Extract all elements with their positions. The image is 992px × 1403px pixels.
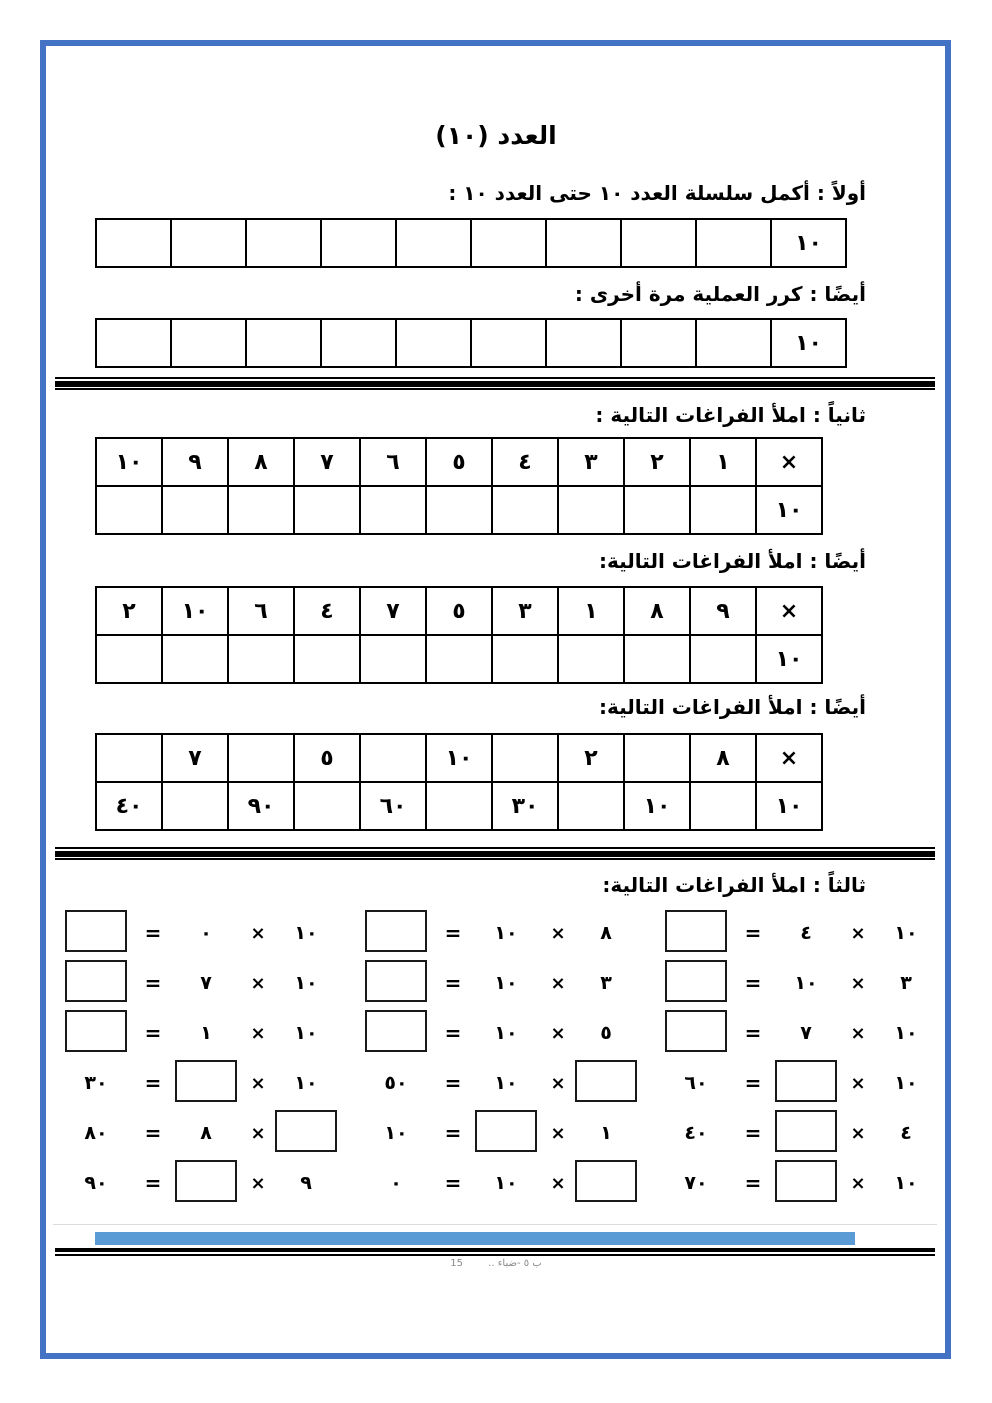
- blank-cell[interactable]: [321, 319, 396, 367]
- equals-sign: =: [744, 1121, 762, 1145]
- equation-row: [362, 1108, 632, 1158]
- number-sequence-row-2: [95, 318, 847, 368]
- blank-cell[interactable]: [96, 219, 171, 267]
- f1-value: ١٠: [294, 972, 318, 994]
- blank-cell[interactable]: [246, 219, 321, 267]
- times-sign: ×: [850, 972, 866, 994]
- filled-cell: ×: [756, 438, 822, 486]
- filled-cell: ٩: [690, 587, 756, 635]
- equals-sign: =: [444, 971, 462, 995]
- blank-cell[interactable]: [624, 635, 690, 683]
- answer-box[interactable]: [475, 1110, 537, 1152]
- instruction-repeat: أيضًا : كرر العملية مرة أخرى :: [574, 282, 866, 306]
- answer-box[interactable]: [65, 1010, 127, 1052]
- equation-row: [662, 1108, 932, 1158]
- blank-cell[interactable]: [546, 219, 621, 267]
- equation-row: [62, 958, 332, 1008]
- blank-cell[interactable]: [492, 734, 558, 782]
- blank-cell[interactable]: [360, 486, 426, 534]
- filled-cell: ١٠: [756, 486, 822, 534]
- footer: [48, 1258, 944, 1269]
- blank-cell[interactable]: [96, 319, 171, 367]
- filled-cell: ٦: [360, 438, 426, 486]
- f1-value: ٤: [900, 1122, 912, 1144]
- number-sequence-row-1: [95, 218, 847, 268]
- blank-cell[interactable]: [321, 219, 396, 267]
- table-row: [96, 486, 822, 534]
- times-sign: ×: [550, 922, 566, 944]
- answer-box[interactable]: [665, 910, 727, 952]
- answer-box[interactable]: [575, 1160, 637, 1202]
- blank-cell[interactable]: [696, 319, 771, 367]
- blank-cell[interactable]: [624, 486, 690, 534]
- equation-row: [62, 1008, 332, 1058]
- equals-sign: =: [444, 1121, 462, 1145]
- filled-cell: ٨: [690, 734, 756, 782]
- answer-box[interactable]: [665, 960, 727, 1002]
- answer-box[interactable]: [365, 1010, 427, 1052]
- filled-cell: ١٠: [426, 734, 492, 782]
- equation-row: [662, 958, 932, 1008]
- filled-cell: ٦: [228, 587, 294, 635]
- f1-value: ١٠: [894, 1022, 918, 1044]
- blank-cell[interactable]: [396, 319, 471, 367]
- answer-box[interactable]: [65, 910, 127, 952]
- res-value: ١٠: [384, 1122, 408, 1144]
- filled-cell: ٨: [624, 587, 690, 635]
- filled-cell: ٤: [492, 438, 558, 486]
- filled-cell: ٤٠: [96, 782, 162, 830]
- filled-cell: ٢: [558, 734, 624, 782]
- filled-cell: ×: [756, 587, 822, 635]
- times-sign: ×: [850, 1172, 866, 1194]
- f2-slot: [775, 1160, 837, 1206]
- f2-slot: [175, 1160, 237, 1206]
- equals-sign: =: [444, 1071, 462, 1095]
- equation-row: [662, 1058, 932, 1108]
- blank-cell[interactable]: [696, 219, 771, 267]
- blank-cell[interactable]: [228, 486, 294, 534]
- equation-row: [362, 908, 632, 958]
- answer-box[interactable]: [775, 1110, 837, 1152]
- answer-box[interactable]: [175, 1160, 237, 1202]
- table-row: [96, 319, 846, 367]
- answer-box[interactable]: [175, 1060, 237, 1102]
- blank-cell[interactable]: [690, 782, 756, 830]
- section-divider-1: [55, 377, 935, 390]
- filled-cell: ٧: [294, 438, 360, 486]
- blank-cell[interactable]: [690, 486, 756, 534]
- times-sign: ×: [250, 1122, 266, 1144]
- times-sign: ×: [850, 1122, 866, 1144]
- res-slot: [65, 1010, 127, 1056]
- equation-row: [362, 1058, 632, 1108]
- res-value: ٤٠: [684, 1122, 708, 1144]
- res-slot: [65, 960, 127, 1006]
- f2-value: ١٠: [494, 1172, 518, 1194]
- equals-sign: =: [744, 921, 762, 945]
- multiplication-table-1: [95, 437, 823, 535]
- table-row: [96, 782, 822, 830]
- answer-box[interactable]: [365, 960, 427, 1002]
- f2-value: ١٠: [494, 1072, 518, 1094]
- equals-sign: =: [744, 1021, 762, 1045]
- filled-cell: ٤: [294, 587, 360, 635]
- f2-value: ١: [200, 1022, 212, 1044]
- equation-row: [662, 1008, 932, 1058]
- page-number: 15: [450, 1258, 463, 1269]
- filled-cell: ١٠: [771, 219, 846, 267]
- f2-value: ١٠: [494, 1022, 518, 1044]
- f1-value: ٣: [900, 972, 912, 994]
- times-sign: ×: [550, 972, 566, 994]
- blank-cell[interactable]: [96, 486, 162, 534]
- equals-sign: =: [444, 1171, 462, 1195]
- filled-cell: ٢: [96, 587, 162, 635]
- equals-sign: =: [744, 1071, 762, 1095]
- blank-cell[interactable]: [426, 635, 492, 683]
- heading-third: ثالثاً : املأ الفراغات التالية:: [602, 873, 866, 897]
- f1-value: ١٠: [294, 1072, 318, 1094]
- res-value: ٣٠: [84, 1072, 108, 1094]
- res-value: ٥٠: [384, 1072, 408, 1094]
- multiplication-table-2: [95, 586, 823, 684]
- f2-value: ٧: [200, 972, 212, 994]
- f2-value: ١٠: [794, 972, 818, 994]
- filled-cell: ١: [690, 438, 756, 486]
- answer-box[interactable]: [575, 1060, 637, 1102]
- blank-cell[interactable]: [96, 734, 162, 782]
- f2-slot: [775, 1060, 837, 1106]
- f2-value: ١٠: [494, 972, 518, 994]
- equation-row: [662, 908, 932, 958]
- heading-also-2: أيضًا : املأ الفراغات التالية:: [598, 695, 866, 719]
- res-slot: [665, 960, 727, 1006]
- filled-cell: ٥: [426, 587, 492, 635]
- equation-row: [62, 1108, 332, 1158]
- filled-cell: ١٠: [756, 635, 822, 683]
- f2-slot: [175, 1060, 237, 1106]
- f1-value: ١: [600, 1122, 612, 1144]
- f1-value: ٩: [300, 1172, 312, 1194]
- footer-blue-bar: [95, 1232, 855, 1245]
- equals-sign: =: [444, 921, 462, 945]
- blank-cell[interactable]: [162, 635, 228, 683]
- blank-cell[interactable]: [246, 319, 321, 367]
- filled-cell: ١٠: [96, 438, 162, 486]
- f1-value: ١٠: [894, 1172, 918, 1194]
- blank-cell[interactable]: [621, 319, 696, 367]
- filled-cell: ×: [756, 734, 822, 782]
- equation-row: [662, 1158, 932, 1208]
- res-slot: [365, 910, 427, 956]
- blank-cell[interactable]: [558, 782, 624, 830]
- table-row: [96, 734, 822, 782]
- blank-cell[interactable]: [360, 734, 426, 782]
- times-sign: ×: [550, 1122, 566, 1144]
- f2-value: ٤: [800, 922, 812, 944]
- equation-row: [362, 1008, 632, 1058]
- blank-cell[interactable]: [624, 734, 690, 782]
- table-row: [96, 438, 822, 486]
- filled-cell: ١٠: [624, 782, 690, 830]
- blank-cell[interactable]: [471, 319, 546, 367]
- blank-cell[interactable]: [690, 635, 756, 683]
- heading-second: ثانياً : املأ الفراغات التالية :: [595, 403, 866, 427]
- equation-column-left: [62, 908, 332, 1208]
- res-slot: [65, 910, 127, 956]
- filled-cell: ٣٠: [492, 782, 558, 830]
- blank-cell[interactable]: [492, 486, 558, 534]
- filled-cell: ٨: [228, 438, 294, 486]
- blank-cell[interactable]: [171, 319, 246, 367]
- answer-box[interactable]: [275, 1110, 337, 1152]
- equation-row: [62, 1058, 332, 1108]
- heading-also-1: أيضًا : املأ الفراغات التالية:: [598, 549, 866, 573]
- equation-row: [62, 908, 332, 958]
- times-sign: ×: [550, 1172, 566, 1194]
- filled-cell: ١٠: [771, 319, 846, 367]
- f1-slot: [275, 1110, 337, 1156]
- times-sign: ×: [550, 1022, 566, 1044]
- blank-cell[interactable]: [360, 635, 426, 683]
- blank-cell[interactable]: [471, 219, 546, 267]
- filled-cell: ٩٠: [228, 782, 294, 830]
- blank-cell[interactable]: [558, 486, 624, 534]
- table-row: [96, 587, 822, 635]
- blank-cell[interactable]: [294, 486, 360, 534]
- blank-cell[interactable]: [492, 635, 558, 683]
- res-slot: [365, 960, 427, 1006]
- equals-sign: =: [144, 971, 162, 995]
- blank-cell[interactable]: [546, 319, 621, 367]
- filled-cell: ٥: [426, 438, 492, 486]
- blank-cell[interactable]: [426, 782, 492, 830]
- answer-box[interactable]: [775, 1060, 837, 1102]
- f1-value: ١٠: [894, 1072, 918, 1094]
- times-sign: ×: [850, 922, 866, 944]
- times-sign: ×: [550, 1072, 566, 1094]
- equals-sign: =: [144, 1121, 162, 1145]
- equals-sign: =: [144, 1021, 162, 1045]
- f2-value: ١٠: [494, 922, 518, 944]
- blank-cell[interactable]: [228, 734, 294, 782]
- table-row: [96, 635, 822, 683]
- equals-sign: =: [444, 1021, 462, 1045]
- f1-slot: [575, 1160, 637, 1206]
- blank-cell[interactable]: [228, 635, 294, 683]
- f1-slot: [575, 1060, 637, 1106]
- footer-hairline: [53, 1224, 937, 1225]
- blank-cell[interactable]: [294, 782, 360, 830]
- blank-cell[interactable]: [171, 219, 246, 267]
- f1-value: ١٠: [894, 922, 918, 944]
- answer-box[interactable]: [665, 1010, 727, 1052]
- filled-cell: ٣: [492, 587, 558, 635]
- equation-column-middle: [362, 908, 632, 1208]
- f1-value: ٥: [600, 1022, 612, 1044]
- blank-cell[interactable]: [558, 635, 624, 683]
- f1-value: ١٠: [294, 1022, 318, 1044]
- times-sign: ×: [250, 972, 266, 994]
- f2-value: ٠: [200, 922, 212, 944]
- res-value: ٧٠: [684, 1172, 708, 1194]
- filled-cell: ٩: [162, 438, 228, 486]
- res-slot: [365, 1010, 427, 1056]
- equation-row: [362, 958, 632, 1008]
- res-value: ٦٠: [684, 1072, 708, 1094]
- equation-column-right: [662, 908, 932, 1208]
- times-sign: ×: [250, 922, 266, 944]
- equation-row: [62, 1158, 332, 1208]
- times-sign: ×: [250, 1022, 266, 1044]
- equations-grid: [62, 908, 932, 1208]
- f1-value: ١٠: [294, 922, 318, 944]
- section-divider-2: [55, 847, 935, 860]
- times-sign: ×: [850, 1072, 866, 1094]
- answer-box[interactable]: [65, 960, 127, 1002]
- footer-label: ب ٥ -ضباء ..: [488, 1258, 542, 1269]
- f1-value: ٨: [600, 922, 612, 944]
- blank-cell[interactable]: [162, 486, 228, 534]
- filled-cell: ٦٠: [360, 782, 426, 830]
- f1-value: ٣: [600, 972, 612, 994]
- blank-cell[interactable]: [426, 486, 492, 534]
- res-slot: [665, 1010, 727, 1056]
- f2-value: ٧: [800, 1022, 812, 1044]
- blank-cell[interactable]: [294, 635, 360, 683]
- equals-sign: =: [744, 1171, 762, 1195]
- res-value: ٨٠: [84, 1122, 108, 1144]
- filled-cell: ٥: [294, 734, 360, 782]
- multiplication-table-3: [95, 733, 823, 831]
- answer-box[interactable]: [775, 1160, 837, 1202]
- f2-slot: [475, 1110, 537, 1156]
- blank-cell[interactable]: [96, 635, 162, 683]
- filled-cell: ٧: [360, 587, 426, 635]
- filled-cell: ١٠: [756, 782, 822, 830]
- blank-cell[interactable]: [396, 219, 471, 267]
- filled-cell: ٣: [558, 438, 624, 486]
- equals-sign: =: [144, 921, 162, 945]
- table-row: [96, 219, 846, 267]
- times-sign: ×: [250, 1172, 266, 1194]
- answer-box[interactable]: [365, 910, 427, 952]
- res-value: ٠: [390, 1172, 402, 1194]
- times-sign: ×: [850, 1022, 866, 1044]
- equals-sign: =: [744, 971, 762, 995]
- footer-black-line: [55, 1248, 935, 1256]
- res-value: ٩٠: [84, 1172, 108, 1194]
- times-sign: ×: [250, 1072, 266, 1094]
- filled-cell: ٢: [624, 438, 690, 486]
- equals-sign: =: [144, 1171, 162, 1195]
- f2-value: ٨: [200, 1122, 212, 1144]
- filled-cell: ١: [558, 587, 624, 635]
- equals-sign: =: [144, 1071, 162, 1095]
- worksheet-page: [48, 46, 944, 1269]
- page-title: العدد (١٠): [435, 121, 557, 150]
- equation-row: [362, 1158, 632, 1208]
- f2-slot: [775, 1110, 837, 1156]
- filled-cell: ٧: [162, 734, 228, 782]
- res-slot: [665, 910, 727, 956]
- blank-cell[interactable]: [621, 219, 696, 267]
- blank-cell[interactable]: [162, 782, 228, 830]
- instruction-first: أولاً : أكمل سلسلة العدد ١٠ حتى العدد ١٠ :: [448, 181, 866, 205]
- filled-cell: ١٠: [162, 587, 228, 635]
